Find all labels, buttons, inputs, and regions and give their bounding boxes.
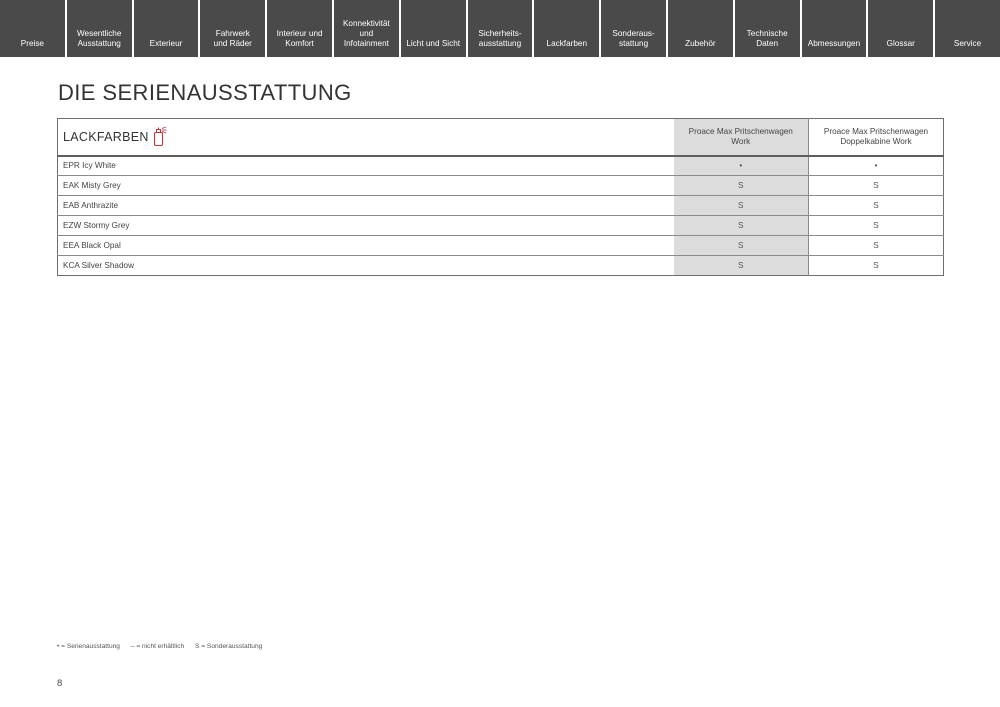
color-name: EZW Stormy Grey [58,216,674,236]
nav-tab-glossar[interactable]: Glossar [868,0,933,57]
availability-cell: • [809,156,944,176]
nav-tab-lackfarben[interactable]: Lackfarben [534,0,599,57]
nav-tab-licht-und-sicht[interactable]: Licht und Sicht [401,0,466,57]
section-header [58,119,674,156]
nav-tab-service[interactable]: Service [935,0,1000,57]
legend [57,643,271,650]
table-row [58,236,944,256]
nav-tab-zubehoer[interactable]: Zubehör [668,0,733,57]
availability-cell: S [674,216,809,236]
legend-standard: • = Serienausstattung [57,643,120,650]
page-title: DIE SERIENAUSSTATTUNG [58,80,352,105]
availability-cell: S [809,196,944,216]
availability-cell: • [674,156,809,176]
table-header-row [58,119,944,156]
top-navigation [0,0,1000,57]
paint-spray-icon [152,126,168,148]
color-name: EPR Icy White [58,156,674,176]
nav-tab-sicherheitsausstattung[interactable]: Sicherheits- ausstattung [468,0,533,57]
nav-tab-abmessungen[interactable]: Abmessungen [802,0,867,57]
availability-cell: S [809,256,944,276]
paint-colors-table [57,118,944,276]
nav-tab-sonderausstattung[interactable]: Sonderaus- stattung [601,0,666,57]
section-label: LACKFARBEN [63,129,149,144]
table-row [58,196,944,216]
column-header-doppelkabine-work: Proace Max Pritschenwagen Doppelkabine Work [809,119,944,156]
column-header-work: Proace Max Pritschenwagen Work [674,119,809,156]
color-name: EEA Black Opal [58,236,674,256]
availability-cell: S [809,176,944,196]
table-row [58,156,944,176]
availability-cell: S [809,216,944,236]
table-row [58,256,944,276]
availability-cell: S [674,176,809,196]
nav-tab-konnektivitaet[interactable]: Konnektivität und Infotainment [334,0,399,57]
legend-optional: S = Sonderausstattung [195,643,263,650]
nav-tab-preise[interactable]: Preise [0,0,65,57]
availability-cell: S [674,196,809,216]
legend-not-available: – = nicht erhältlich [130,643,185,650]
nav-tab-interieur-und-komfort[interactable]: Interieur und Komfort [267,0,332,57]
color-name: KCA Silver Shadow [63,261,134,270]
color-name: EAB Anthrazite [58,196,674,216]
table-row [58,176,944,196]
availability-cell: S [674,256,809,276]
table-row [58,216,944,236]
availability-cell: S [809,236,944,256]
page-number: 8 [57,678,63,689]
color-name: EAK Misty Grey [58,176,674,196]
nav-tab-fahrwerk-und-raeder[interactable]: Fahrwerk und Räder [200,0,265,57]
nav-tab-technische-daten[interactable]: Technische Daten [735,0,800,57]
nav-tab-wesentliche-ausstattung[interactable]: Wesentliche Ausstattung [67,0,132,57]
availability-cell: S [674,236,809,256]
nav-tab-exterieur[interactable]: Exterieur [134,0,199,57]
